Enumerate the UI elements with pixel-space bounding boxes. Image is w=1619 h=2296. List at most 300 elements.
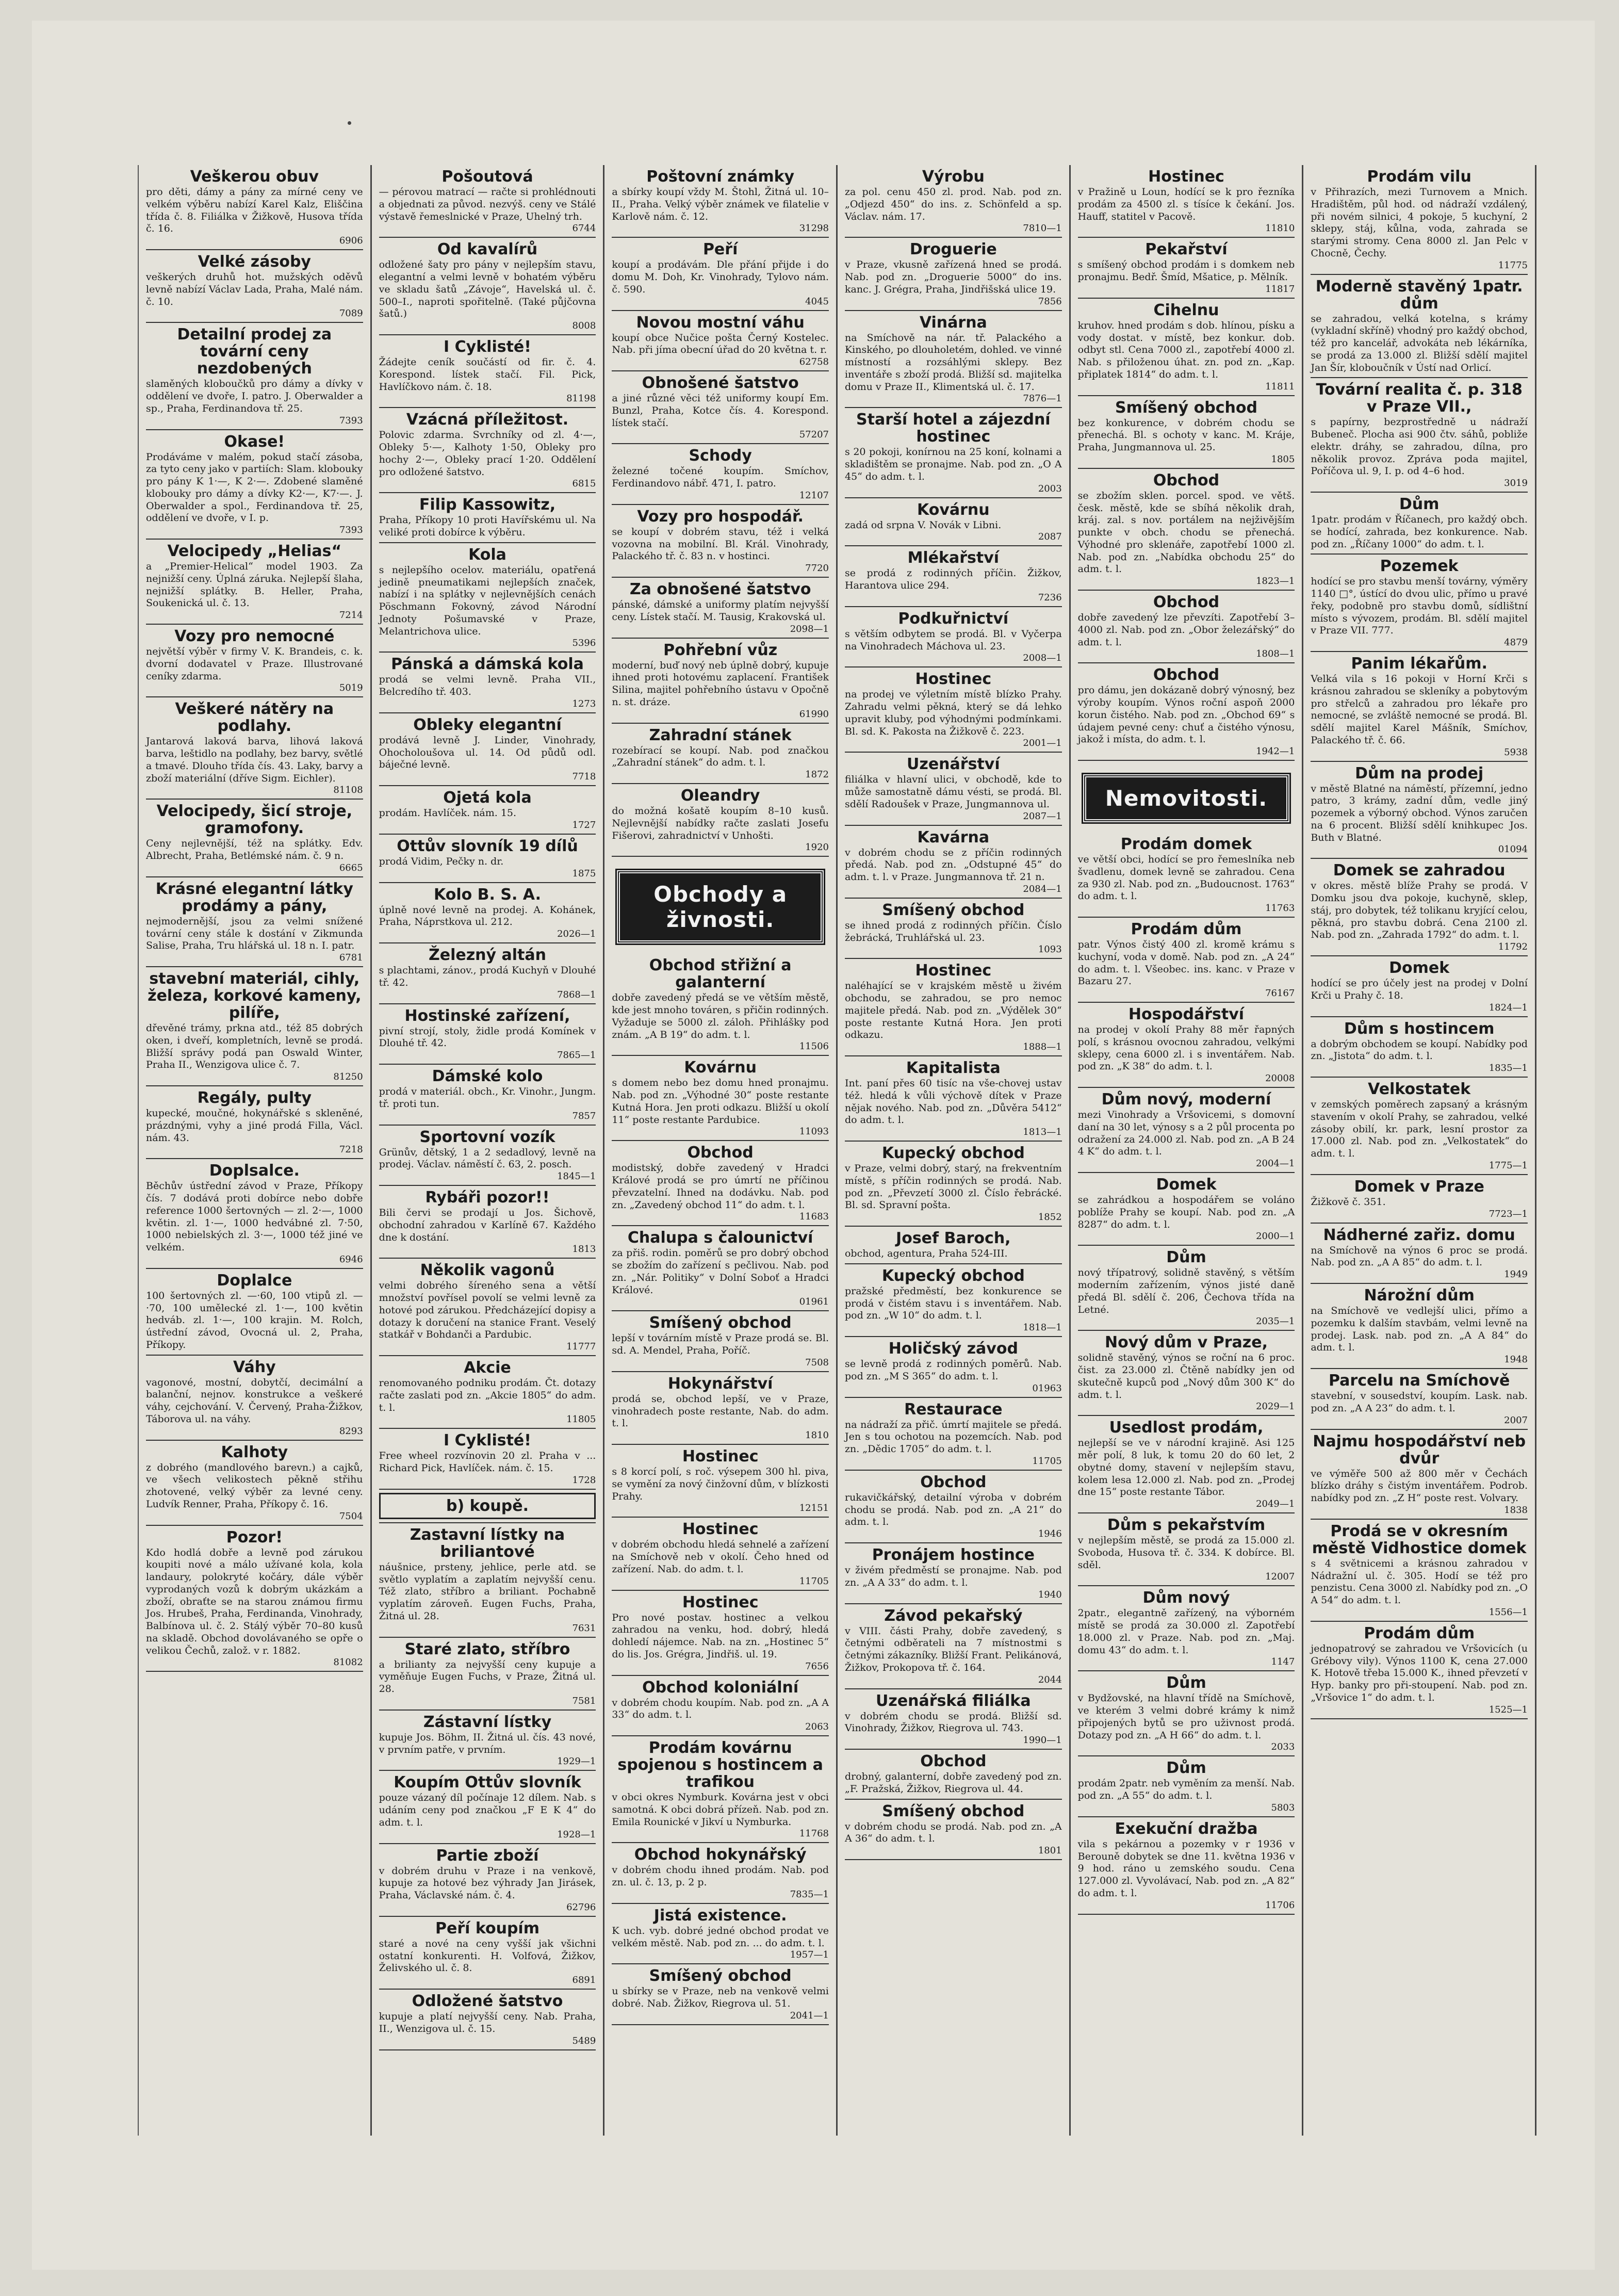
ad-number: 6744 <box>572 223 596 234</box>
ad-divider <box>612 577 829 578</box>
ad-divider <box>1078 298 1295 299</box>
ad-number: 7089 <box>339 308 363 319</box>
classified-ad <box>379 1068 596 1121</box>
ad-divider <box>379 1003 596 1004</box>
classified-ad <box>612 1059 829 1137</box>
classified-ad <box>1078 168 1295 234</box>
ad-heading: Panim lékařům. <box>1351 655 1487 673</box>
ad-number: 7581 <box>572 1695 596 1706</box>
column-3 <box>604 165 838 2136</box>
ad-heading: Prodám dům <box>1364 1624 1475 1642</box>
ad-text: s větším odbytem se prodá. Bl. v Vyčerpa na Vinohradech Máchova ul. 23. <box>844 628 1062 652</box>
ad-number: 62796 <box>566 1901 596 1913</box>
ad-divider <box>1311 1174 1528 1175</box>
ad-divider <box>379 407 596 408</box>
ad-number: 7835—1 <box>790 1888 829 1900</box>
ad-number: 1805 <box>1271 453 1295 465</box>
ad-text: v okres. městě blíže Prahy se prodá. V Domku jsou dva pokoje, kuchyně, sklep, stáj, pro dobytek, též tolikanu kryjící celou, pěkná, pro stavbu dobrá. Cena 2100 zl. Nab. pod zn. „Zahrada 1792“ do adm. t. l. <box>1311 880 1528 941</box>
classified-ad <box>1311 1020 1528 1074</box>
ad-text: koupí a prodávám. Dle přání přijde i do domu M. Doh, Kr. Vinohrady, Tylovo nám. č. 590. <box>612 259 829 295</box>
ad-heading: Josef Baroch, <box>896 1229 1011 1247</box>
ad-number: 1801 <box>1038 1845 1062 1856</box>
ad-divider <box>1078 1512 1295 1513</box>
classified-ad <box>845 501 1062 543</box>
ad-heading: Uzenářství <box>907 755 1000 774</box>
ad-heading: Nárožní dům <box>1364 1287 1475 1305</box>
ad-divider <box>612 1963 829 1964</box>
ad-number: 11706 <box>1265 1899 1295 1911</box>
ad-number: 2026—1 <box>557 929 596 939</box>
ad-heading: Akcie <box>464 1359 511 1377</box>
ad-number: 2001—1 <box>1023 738 1062 749</box>
ad-text: na prodej v okolí Prahy 88 měr řapných polí, s krásnou ovocnou zahradou, velkými sklepy, cena 6000 zl. i s inventářem. Nab. pod zn. „K 38“ do adm. t. l. <box>1077 1024 1295 1072</box>
classified-ad <box>1078 1249 1295 1327</box>
ad-divider <box>612 1055 829 1056</box>
classified-ad <box>379 496 596 539</box>
ad-text: železné točené koupím. Smíchov, Ferdinandovo nábř. 471, I. patro. <box>612 465 829 489</box>
ad-number: 81198 <box>566 393 596 404</box>
classified-ad <box>845 1230 1062 1260</box>
ad-number: 57207 <box>799 429 829 441</box>
ad-number: 01963 <box>1032 1382 1062 1394</box>
classified-ad <box>1311 168 1528 271</box>
ad-divider <box>612 723 829 724</box>
ad-text: velmi dobrého šíreného sena a větší množství povřísel povolí se velmi levně za hotové pod zárukou. Předcházející dopisy a dotazy k doručení na stanice Frant. Veselý statkář v Bohdanči a Pardubic. <box>379 1280 596 1341</box>
section-banner: Nemovitosti. <box>1083 774 1290 822</box>
ad-divider <box>845 407 1062 408</box>
ad-heading: Smíšený obchod <box>1115 398 1257 417</box>
classified-ad <box>845 1474 1062 1539</box>
ad-divider <box>1311 1621 1528 1622</box>
ad-divider <box>1078 1670 1295 1671</box>
ad-divider <box>379 712 596 713</box>
ad-divider <box>845 1397 1062 1398</box>
classified-ad <box>612 374 829 440</box>
ad-number: 4045 <box>805 296 829 307</box>
classified-ad <box>146 1529 363 1668</box>
ad-divider <box>1078 1816 1295 1817</box>
ad-number: 2049—1 <box>1256 1499 1295 1509</box>
ad-text: patr. Výnos čistý 400 zl. kromě krámu s kuchyní, voda v domě. Nab. pod zn. „A 24“ do adm. t. l. Všeobec. ins. kanc. v Praze v Bazaru 27. <box>1077 939 1295 987</box>
classified-ad <box>612 1679 829 1733</box>
section-banner: Obchody a živnosti. <box>617 870 824 943</box>
ad-text: drobný, galanterní, dobře zavedený pod zn. „F. Pražská, Žižkov, Riegrova ul. 44. <box>844 1771 1062 1795</box>
ad-number: 11705 <box>799 1575 829 1587</box>
ad-divider <box>146 429 363 430</box>
ad-heading: Kapitalista <box>906 1059 1001 1077</box>
ad-divider <box>845 1603 1062 1604</box>
ad-number: 1727 <box>572 819 596 831</box>
ad-heading: Koupím Ottův slovník <box>394 1773 581 1792</box>
ad-number: 1942—1 <box>1256 746 1295 757</box>
classified-ad <box>612 1967 829 2021</box>
ad-number: 2087—1 <box>1023 810 1062 822</box>
ad-number: 6946 <box>339 1253 363 1265</box>
classified-ad <box>146 543 363 621</box>
ad-text: naléhající se v krajském městě u živém obchodu, se zahradou, se pro nemoc majitele předá. Nab. pod zn. „Výdělek 30“ poste restante Kutná Hora. Jen proti odkazu. <box>844 980 1062 1041</box>
ad-text: filiálka v hlavní ulici, v obchodě, kde to může samostatně dámu vésti, se prodá. Bl. sdělí Radoušek v Praze, Jungmannova ul. <box>844 774 1062 810</box>
ad-number: 7876—1 <box>1023 393 1062 404</box>
ad-divider <box>146 1671 363 1672</box>
ad-divider <box>612 1517 829 1518</box>
ad-heading: Dům nový <box>1142 1589 1230 1607</box>
classified-ad <box>1078 1176 1295 1242</box>
ad-number: 1147 <box>1271 1656 1295 1668</box>
classified-ad <box>845 168 1062 234</box>
ad-divider <box>1078 1330 1295 1331</box>
ad-number: 3019 <box>1504 478 1528 488</box>
ad-number: 1928—1 <box>557 1829 596 1840</box>
ad-text: v nejlepším městě, se prodá za 15.000 zl. Svoboda, Husova tř. č. 334. K dobírce. Bl. sděl. <box>1077 1535 1295 1571</box>
ad-text: Kdo hodlá dobře a levně pod zárukou koupiti nové a málo užívané kola, kola landaury, polokryté kočáry, dále výběr vyprodaných vozů k dobrým ukázkám a zboží, obraťte se na starou známou firmu Jos. Hrubeš, Praha, Ferdinanda, Vinohrady, Balbínova ul. č. 2. Stálý výběr 70–80 kusů na skladě. Obchod dovolávaného se opře o velikou Čechů, založ. v r. 1882. <box>146 1546 363 1656</box>
ad-text: a sbírky koupí vždy M. Štohl, Žitná ul. 10–II., Praha. Velký výběr známek ve filatelie v Karlově nám. č. 12. <box>612 186 829 222</box>
ad-heading: Ojetá kola <box>443 789 532 807</box>
ad-number: 12151 <box>799 1503 829 1514</box>
classified-ad <box>612 642 829 720</box>
classified-ad <box>1078 1674 1295 1752</box>
ad-text: v obci okres Nymburk. Kovárna jest v obci samotná. K obci dobrá přízeň. Nab. pod zn. Emila Rounické v Jikví u Nymburka. <box>612 1792 829 1828</box>
ad-heading: Prodám domek <box>1120 835 1252 853</box>
ad-heading: Pozor! <box>226 1528 283 1546</box>
ad-divider <box>1078 237 1295 238</box>
ad-text: v dobrém chodu se z příčin rodinných předá. Nab. pod zn. „Odstupné 45“ do adm. t. l. v Praze. Jungmannova tř. 21 n. <box>844 846 1062 883</box>
ad-divider <box>1311 1519 1528 1520</box>
ad-text: stavební, v sousedství, koupím. Lask. nab. pod zn. „A A 23“ do adm. t. l. <box>1311 1390 1528 1414</box>
ad-heading: Detailní prodej za tovární ceny nezdobených <box>177 325 332 378</box>
classified-ad <box>1078 302 1295 392</box>
ad-divider <box>1311 1368 1528 1369</box>
ad-text: se zbožím sklen. porcel. spod. ve větš. česk. městě, kde se sbíhá několik drah, kráj. zal. s nov. portálem na nejživějším punkte v obch. chodu se přenechá. Výhodné pro sklenáře, zapotřebí 1000 zl. Nab. pod zn. „Nabídka obchodu 25“ do adm. t. l. <box>1077 490 1295 575</box>
ad-divider <box>1311 761 1528 762</box>
ad-divider <box>379 1258 596 1259</box>
ad-text: hodící se pro účely jest na prodej v Dolní Krči u Prahy č. 18. <box>1311 978 1528 1001</box>
ad-number: 1728 <box>572 1474 596 1486</box>
classified-ad <box>1078 1517 1295 1582</box>
classified-ad <box>1311 1433 1528 1516</box>
ad-heading: Několik vagonů <box>420 1261 555 1280</box>
ad-number: 7214 <box>339 610 363 621</box>
classified-ad <box>379 656 596 709</box>
ad-number: 2029—1 <box>1256 1401 1295 1412</box>
ad-divider <box>1311 1077 1528 1078</box>
ad-divider <box>379 1489 596 1490</box>
classified-ad <box>845 549 1062 603</box>
ad-heading: Váhy <box>233 1358 276 1376</box>
ad-heading: Regály, pulty <box>197 1089 312 1107</box>
classified-ad <box>146 1359 363 1437</box>
ad-divider <box>146 1158 363 1159</box>
classified-ad <box>1078 666 1295 757</box>
classified-ad <box>845 829 1062 894</box>
ad-heading: Nádherné zařiz. domu <box>1323 1226 1515 1244</box>
ad-text: jednopatrový se zahradou ve Vršovicích (u Grébovy vily). Výnos 1100 K, cena 27.000 K. Hotově třeba 15.000 K., ihned převzetí v Hyp. banky pro při-stoupení. Nab. pod zn. „Vršovice 1“ do adm. t. l. <box>1311 1642 1528 1703</box>
ad-divider <box>845 497 1062 498</box>
classified-ad <box>379 1641 596 1706</box>
classified-ad <box>845 411 1062 494</box>
classified-ad <box>379 546 596 649</box>
ad-number: 7504 <box>339 1510 363 1522</box>
ad-divider <box>379 1428 596 1429</box>
ad-divider <box>1078 1755 1295 1756</box>
classified-ad <box>1311 278 1528 374</box>
classified-ad <box>1078 1820 1295 1911</box>
ad-number: 2044 <box>1038 1674 1062 1685</box>
ad-heading: Filip Kassowitz, <box>419 496 556 514</box>
ad-heading: Prodám dům <box>1131 920 1242 938</box>
ad-text: slaměných kloboučků pro dámy a dívky v oddělení ve dvoře, I. patro. J. Oberwalder a sp., Praha, Ferdinandova tř. 25. <box>146 378 363 414</box>
ad-number: 1946 <box>1038 1528 1062 1539</box>
ad-heading: Odložené šatstvo <box>412 1992 563 2010</box>
ad-divider <box>379 1522 596 1523</box>
ad-text: Velká vila s 16 pokoji v Horní Krči s krásnou zahradou se skleníky a pobytovým pro střelců a zahradou pro lékaře pro nemocné, se zvláště nemocné se prodá. Bl. sdělí majitel Karel Mášník, Smíchov, Palackého tř. č. 66. <box>1311 673 1528 746</box>
ad-number: 6781 <box>339 952 363 963</box>
classified-ad <box>845 962 1062 1052</box>
ad-text: s 20 pokoji, konírnou na 25 koní, kolnami a skladištěm se pronajme. Nab. pod zn. „O A 45“ do adm. t. l. <box>844 446 1062 482</box>
ad-divider <box>845 237 1062 238</box>
ad-heading: Kupecký obchod <box>881 1266 1025 1285</box>
classified-ad <box>1078 472 1295 587</box>
ad-number: 7718 <box>572 771 596 782</box>
ad-divider <box>845 1749 1062 1750</box>
ad-number: 1940 <box>1038 1589 1062 1600</box>
ad-divider <box>845 1542 1062 1543</box>
ad-divider <box>1311 1718 1528 1719</box>
ad-text: kupuje Jos. Böhm, II. Žitná ul. čís. 43 nové, v prvním patře, v prvním. <box>379 1731 596 1755</box>
classified-ad <box>379 241 596 331</box>
classified-ad <box>146 881 363 963</box>
ad-text: úplně nové levně na prodej. A. Kohánek, Praha, Náprstkova ul. 212. <box>379 904 596 928</box>
classified-ad <box>612 581 829 634</box>
ad-number: 11811 <box>1265 381 1295 392</box>
classified-ad <box>146 326 363 426</box>
ad-number: 62758 <box>799 356 829 367</box>
ad-text: pánské, dámské a uniformy platím nejvyšší ceny. Lístek stačí. M. Tausig, Krakovská ul. <box>612 599 829 623</box>
classified-ad <box>379 1847 596 1913</box>
ad-divider <box>1311 1223 1528 1224</box>
classified-ad <box>845 1267 1062 1333</box>
ad-divider <box>379 1916 596 1917</box>
ad-text: a brilianty za nejvyšší ceny kupuje a vyměňuje Eugen Fuchs, v Praze, Žitná ul. 28. <box>379 1658 596 1695</box>
ad-divider <box>146 249 363 250</box>
ad-heading: Hostinské zařízení, <box>404 1006 570 1025</box>
ad-text: se koupí v dobrém stavu, též i velká vozovna na mobilní. Bl. Král. Vinohrady, Palackého tř. č. 83 n. v hostinci. <box>612 526 829 562</box>
ad-text: prodá Vidim, Pečky n. dr. <box>379 855 504 867</box>
ad-number: 11093 <box>799 1126 829 1137</box>
ad-divider <box>146 1525 363 1526</box>
ad-text: prodá v materiál. obch., Kr. Vinohr., Jungm. tř. proti tun. <box>379 1086 596 1110</box>
ad-text: s domem nebo bez domu hned pronajmu. Nab. pod zn. „Výhodné 30“ poste restante Kutná Hora. Jen proti odkazu. Bližší u okolí 11“ poste restante Pardubice. <box>612 1077 829 1126</box>
ad-heading: Sportovní vozík <box>419 1128 555 1146</box>
classified-ad <box>379 717 596 782</box>
ad-text: Int. paní přes 60 tisíc na vše-chovej ustav též. hledá k vůli výchově dítek v Praze nějak nového. Nab. pod zn. „Důvěra 5412“ do adm. t. l. <box>844 1078 1062 1126</box>
column-1 <box>139 165 372 2136</box>
ad-text: se prodá z rodinných příčin. Žižkov, Harantova ulice 294. <box>844 567 1062 591</box>
ad-heading: Obnošené šatstvo <box>642 374 799 392</box>
ad-heading: Rybáři pozor!! <box>425 1188 550 1207</box>
ad-heading: Dům <box>1166 1248 1206 1267</box>
ad-divider <box>612 1842 829 1843</box>
ad-number: 1949 <box>1504 1269 1528 1280</box>
ad-text: se zahrádkou a hospodářem se voláno poblíže Prahy se koupí. Nab. pod zn. „A 8287“ do adm. t. l. <box>1077 1194 1295 1230</box>
ad-divider <box>379 834 596 835</box>
ad-text: v živém předměstí se pronajme. Nab. pod zn. „A A 33“ do adm. t. l. <box>844 1565 1062 1588</box>
ad-heading: Peří <box>702 240 738 259</box>
ad-text: Polovic zdarma. Svrchníky od zl. 4·—, Obleky 5·—, Kalhoty 1·50, Obleky pro hochy 2·—, Obleky prací 1·20. Oddělení pro odložené šatstvo. <box>379 429 596 478</box>
ad-divider <box>1311 1429 1528 1430</box>
ad-heading: Obchod <box>1153 666 1220 685</box>
ad-text: s smíšený obchod prodám i s domkem neb pronajmu. Bedř. Šmíd, Mšatice, p. Mělník. <box>1077 259 1295 283</box>
classified-ad <box>1078 1091 1295 1169</box>
ad-heading: Prodám vilu <box>1367 168 1471 186</box>
ad-heading: Domek <box>1156 1176 1217 1194</box>
ad-text: se zahradou, velká kotelna, s krámy (vykladní skříně) vhodný pro každý obchod, též pro kancelář, advokáta neb lékárníka, se prodá za 13.000 zl. Bližší sdělí majitel Jan Šír, kloboučník v Ústí nad Orlicí. <box>1311 313 1528 373</box>
classified-ad <box>612 1314 829 1368</box>
classified-ad <box>845 1607 1062 1685</box>
classified-ad <box>845 1401 1062 1467</box>
ad-text: z dobrého (mandlového barevn.) a cajků, ve všech velikostech pěkně střihu zhotovené, velký výběr za levné ceny. Ludvík Renner, Praha, Příkopy č. 16. <box>146 1461 363 1510</box>
ad-heading: Smíšený obchod <box>882 901 1025 919</box>
ad-divider <box>1078 1245 1295 1246</box>
ad-text: rukavičkářský, detailní výroba v dobrém chodu se prodá. Nab. pod zn. „A 21“ do adm. t. l. <box>844 1491 1062 1528</box>
ad-heading: Starší hotel a zájezdní hostinec <box>856 411 1051 446</box>
ad-number: 11683 <box>799 1211 829 1223</box>
ad-divider <box>845 606 1062 607</box>
classified-ad <box>845 1753 1062 1796</box>
ad-heading: Doplalce <box>217 1271 292 1290</box>
ad-text: 1patr. prodám v Říčanech, pro každý obch. se hodící, zahrada, bez konkurence. Nab. pod zn. „Říčany 1000“ do adm. t. l. <box>1311 514 1528 550</box>
ad-heading: Pánská a dámská kola <box>391 655 584 674</box>
ad-number: 12007 <box>1265 1571 1295 1583</box>
ad-number: 2008—1 <box>1023 653 1062 664</box>
ad-heading: Poštovní známky <box>646 168 795 186</box>
classified-ad <box>612 314 829 368</box>
classified-ad <box>1311 862 1528 952</box>
ad-number: 7868—1 <box>557 989 596 1000</box>
ad-heading: Hostinec <box>915 962 992 980</box>
ad-heading: Obchod koloniální <box>642 1678 799 1697</box>
classified-ad <box>379 1993 596 2046</box>
ad-number: 1808—1 <box>1256 648 1295 660</box>
ad-number: 1810 <box>805 1430 829 1441</box>
ad-text: Žádejte ceník součástí od fir. č. 4. Korespond. lístek stačí. Fil. Pick, Havlíčkovo nám. č. 18. <box>379 356 596 393</box>
ad-divider <box>146 1440 363 1441</box>
ad-text: v Bydžovské, na hlavní třídě na Smíchově, ve kterém 3 velmi dobré krámy k nimž připojených bytů se pro uživnost prodá. Dotazy pod zn. „A H 66“ do adm. t. l. <box>1077 1692 1295 1741</box>
ad-text: dřevěné trámy, prkna atd., též 85 dobrých oken, i dveří, kompletních, levně se prodá. Bližší správy podá pan Oswald Winter, Praha II., Wenzigova ulice č. 7. <box>146 1022 363 1071</box>
ad-heading: Pronájem hostince <box>872 1546 1035 1564</box>
ad-text: největší výběr v firmy V. K. Brandeis, c. k. dvorní dodavatel v Praze. Illustrované ceníky zdarma. <box>146 646 363 682</box>
ad-text: ve výměře 500 až 800 měr v Čechách blízko dráhy s čistým inventářem. Podrob. nabídky pod zn. „Z H“ poste rest. Volvary. <box>1311 1468 1528 1504</box>
classified-ad <box>146 701 363 795</box>
ad-divider <box>146 876 363 877</box>
ad-heading: Najmu hospodářství neb dvůr <box>1313 1432 1526 1468</box>
ad-heading: Kolo B. S. A. <box>433 885 541 904</box>
ad-text: Bili červi se prodají u Jos. Šichově, obchodní zahradou v Karlíně 67. Každého dne k dostání. <box>379 1207 596 1243</box>
ad-heading: Zahradní stánek <box>649 726 792 744</box>
ad-divider <box>845 825 1062 826</box>
ad-heading: Vozy pro nemocné <box>174 627 335 645</box>
ad-heading: Kovárnu <box>917 500 990 519</box>
ad-number: 2087 <box>1038 531 1062 543</box>
ad-divider <box>612 1444 829 1445</box>
ad-number: 2063 <box>805 1721 829 1732</box>
ad-heading: Droguerie <box>909 240 997 259</box>
ad-heading: Nový dům v Praze, <box>1104 1333 1268 1352</box>
ad-heading: Obchod <box>920 1752 987 1770</box>
ad-divider <box>845 1688 1062 1689</box>
ad-divider <box>1311 1283 1528 1284</box>
classified-ad <box>146 1444 363 1522</box>
ad-divider <box>146 1085 363 1086</box>
ad-text: lepší v továrním místě v Praze prodá se. Bl. sd. A. Mendel, Praha, Poříč. <box>612 1332 829 1356</box>
ad-divider <box>612 370 829 371</box>
ad-number: 2000—1 <box>1256 1231 1295 1242</box>
classified-ad <box>845 671 1062 748</box>
ad-text: Free wheel rozvínovin 20 zl. Praha v ... Richard Pick, Havlíček. nám. č. 15. <box>379 1450 596 1474</box>
ad-divider <box>146 799 363 800</box>
ad-heading: Obchod střižní a galanterní <box>649 956 792 992</box>
classified-ad <box>379 1359 596 1425</box>
ad-divider <box>845 752 1062 753</box>
classified-ad <box>1311 1625 1528 1715</box>
ad-heading: Hospodářství <box>1128 1005 1245 1023</box>
classified-ad <box>1311 959 1528 1013</box>
ad-text: v dobrém obchodu hledá sehnelé a zařízení na Smíchově neb v okolí. Čeho hned od zařízení. Nab. do adm. t. l. <box>612 1539 829 1575</box>
classified-ad <box>146 970 363 1082</box>
classified-ad <box>1078 1006 1295 1084</box>
classified-ad <box>379 1129 596 1182</box>
ad-heading: Za obnošené šatstvo <box>629 580 811 598</box>
ad-heading: Domek se zahradou <box>1333 861 1506 880</box>
classified-ad <box>146 253 363 319</box>
ad-number: 11805 <box>566 1414 596 1425</box>
ad-number: 31298 <box>799 223 829 234</box>
ad-number: 5019 <box>339 682 363 694</box>
ad-number: 11810 <box>1265 223 1295 234</box>
classified-ad <box>1311 1081 1528 1171</box>
ad-number: 2084—1 <box>1023 883 1062 894</box>
ad-number: 1929—1 <box>557 1756 596 1767</box>
ad-divider <box>146 1268 363 1269</box>
ad-divider <box>1078 590 1295 591</box>
classified-ad <box>612 1229 829 1307</box>
ad-heading: Výrobu <box>922 168 985 186</box>
ad-text: pro děti, dámy a pány za mírné ceny ve velkém výběru nabízí Karel Kalz, Eliščina třída č. 8. Filiálka v Žižkově, Husova třída č. 16. <box>146 186 363 235</box>
newspaper-page <box>32 21 1595 2270</box>
ad-divider <box>612 310 829 311</box>
ad-number: 01961 <box>799 1296 829 1308</box>
classified-ad <box>612 168 829 234</box>
ad-number: 7856 <box>1038 296 1062 307</box>
ad-divider <box>379 1355 596 1356</box>
ad-number: 01094 <box>1498 844 1528 855</box>
classified-ad <box>612 1521 829 1586</box>
ad-heading: Pekařství <box>1145 240 1228 259</box>
classified-ad <box>379 789 596 831</box>
ad-number: 7393 <box>339 525 363 535</box>
ad-text: s 4 světnicemi a krásnou zahradou v Nádražní ul. č. 305. Hodí se též pro penzistu. Cena 3000 zl. Nabídky pod zn. „O A 54“ do adm. t. l. <box>1311 1557 1528 1606</box>
classified-ad <box>379 411 596 489</box>
ad-text: v Přihrazích, mezi Turnovem a Mnich. Hradištěm, půl hod. od nádraží vzdálený, při novém silnici, 4 pokoje, 5 kuchyní, 2 sklepy, stáj, kůlna, voda, zahrada se starými stromy. Cena 8000 zl. Jan Pelc v Chocně, Čechy. <box>1311 186 1528 259</box>
ad-number: 2033 <box>1271 1741 1295 1753</box>
ad-number: 1845—1 <box>557 1171 596 1182</box>
ad-divider <box>845 1226 1062 1227</box>
ad-heading: Hokynářství <box>667 1374 773 1393</box>
ad-text: renomovaného podniku prodám. Čt. dotazy račte zaslati pod zn. „Akcie 1805“ do adm. t. l. <box>379 1377 596 1413</box>
ad-heading: Zástavní lístky <box>423 1713 552 1731</box>
ad-heading: Moderně stavěný 1patr. dům <box>1315 277 1523 313</box>
classified-ad <box>845 1060 1062 1137</box>
ad-number: 7236 <box>1038 592 1062 603</box>
